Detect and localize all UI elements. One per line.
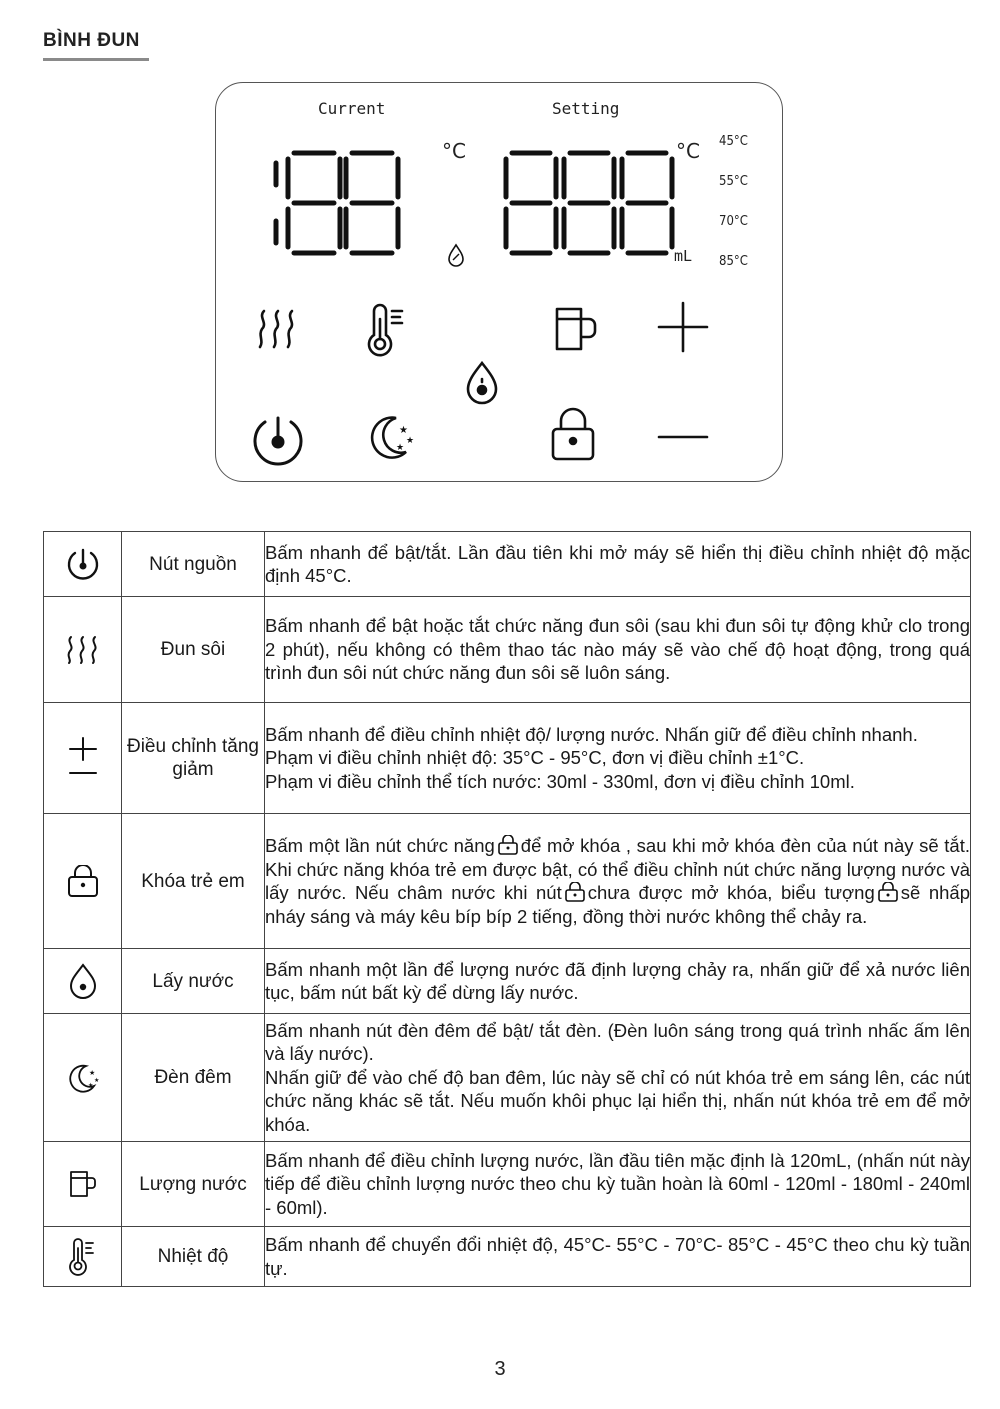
thermometer-icon — [369, 305, 402, 355]
temp-option-45: 45°C — [719, 134, 748, 149]
section-underline — [43, 58, 149, 61]
svg-text:★: ★ — [396, 443, 405, 453]
table-row — [44, 1142, 971, 1227]
temp-option-85: 85°C — [719, 254, 748, 269]
row-name: Lượng nước — [122, 1142, 265, 1227]
current-label: Current — [318, 99, 386, 118]
desc-part: để mở khóa , sau khi mở khóa đèn của nút này sẽ tắt. Khi chức năng khóa trẻ em được bật, có thể điều chỉnh nút chức năng lượng nước và lấy nước. Nếu châm nước khi nút — [265, 835, 970, 903]
row-description: Bấm nhanh để chuyển đổi nhiệt độ, 45°C- 55°C - 70°C- 85°C - 45°C theo chu kỳ tuần tự. — [265, 1227, 971, 1287]
svg-text:★: ★ — [93, 1076, 99, 1084]
setting-label: Setting — [552, 99, 620, 118]
lock-icon — [877, 882, 899, 902]
row-name: Nút nguồn — [122, 532, 265, 597]
row-name: Khóa trẻ em — [122, 814, 265, 949]
desc-line: Phạm vi điều chỉnh thể tích nước: 30ml - 330ml, đơn vị điều chỉnh 10ml. — [265, 770, 855, 792]
current-degree-unit: °C — [442, 139, 466, 163]
row-name: Nhiệt độ — [122, 1227, 265, 1287]
steam-icon — [260, 311, 292, 347]
svg-text:★: ★ — [88, 1068, 95, 1077]
small-drop-icon — [449, 245, 463, 266]
setting-degree-unit: °C — [676, 139, 700, 163]
row-description — [265, 1014, 971, 1142]
table-row — [44, 1014, 971, 1142]
temp-option-55: 55°C — [719, 174, 748, 189]
power-icon — [66, 547, 100, 581]
row-name: Đèn đêm — [122, 1014, 265, 1142]
lock-icon — [66, 865, 100, 897]
ml-unit: mL — [674, 247, 693, 265]
table-row — [44, 703, 971, 814]
section-title: BÌNH ĐUN — [43, 30, 140, 51]
control-panel-diagram — [215, 82, 783, 482]
row-description: Bấm nhanh để điều chỉnh lượng nước, lần đầu tiên mặc định là 120mL, (nhấn nút này tiếp để điều chỉnh lượng nước theo chu kỳ tuần hoàn là 60ml - 120ml - 180ml - 240ml - 60ml). — [265, 1142, 971, 1227]
mug-icon — [557, 309, 595, 349]
mug-icon — [68, 1169, 98, 1199]
table-row — [44, 814, 971, 949]
table-row — [44, 949, 971, 1014]
water-drop-icon — [468, 363, 496, 403]
desc-line: Nhấn giữ để vào chế độ ban đêm, lúc này sẽ chỉ có nút khóa trẻ em sáng lên, các nút chức năng khác sẽ tắt. Nếu muốn khôi phục lại hiển thị, nhấn nút khóa trẻ em để mở khóa. — [265, 1066, 970, 1135]
svg-text:★: ★ — [87, 1081, 93, 1089]
desc-part: sẽ nhấp nháy sáng và máy kêu bíp bíp 2 tiếng, đồng thời nước không thể chảy ra. — [265, 882, 970, 927]
temp-option-70: 70°C — [719, 214, 748, 229]
table-row — [44, 532, 971, 597]
setting-digit-display — [506, 153, 672, 253]
current-digit-display — [276, 153, 398, 253]
lock-icon — [497, 835, 519, 855]
desc-line: Bấm nhanh nút đèn đêm để bật/ tắt đèn. (Đèn luôn sáng trong quá trình nhấc ấm lên và lấy nước). — [265, 1019, 970, 1065]
row-name: Lấy nước — [122, 949, 265, 1014]
row-description: Bấm nhanh để bật hoặc tắt chức năng đun sôi (sau khi đun sôi tự động khử clo trong 2 phút), nếu không có thêm thao tác nào máy sẽ vào chế độ hoạt động, trong quá trình đun sôi nút chức năng đun sôi sẽ luôn sáng. — [265, 597, 971, 703]
moon-stars-icon — [66, 1062, 100, 1094]
plus-minus-icon — [68, 737, 98, 779]
power-icon — [255, 418, 301, 464]
desc-line: Bấm nhanh để điều chỉnh nhiệt độ/ lượng nước. Nhấn giữ để điều chỉnh nhanh. — [265, 723, 918, 745]
row-description — [265, 703, 971, 814]
desc-part: Bấm một lần nút chức năng — [265, 835, 495, 856]
lock-icon — [564, 882, 586, 902]
row-description: Bấm nhanh để bật/tắt. Lần đầu tiên khi mở máy sẽ hiển thị điều chỉnh nhiệt độ mặc định 45°C. — [265, 532, 971, 597]
plus-icon — [659, 303, 707, 351]
row-name: Điều chỉnh tăng giảm — [122, 703, 265, 814]
moon-stars-icon — [372, 418, 414, 458]
table-row — [44, 597, 971, 703]
svg-text:★: ★ — [406, 436, 415, 446]
page-number: 3 — [494, 1358, 506, 1380]
row-description: Bấm nhanh một lần để lượng nước đã định lượng chảy ra, nhấn giữ để xả nước liên tục, bấm nút bất kỳ để dừng lấy nước. — [265, 949, 971, 1014]
row-name: Đun sôi — [122, 597, 265, 703]
table-row — [44, 1227, 971, 1287]
desc-line: Phạm vi điều chỉnh nhiệt độ: 35°C - 95°C, đơn vị điều chỉnh ±1°C. — [265, 747, 805, 769]
row-description — [265, 814, 971, 949]
thermometer-icon — [69, 1238, 97, 1276]
steam-boil-icon — [65, 635, 101, 665]
water-drop-icon — [68, 963, 98, 999]
svg-text:★: ★ — [399, 425, 408, 436]
lock-icon — [553, 409, 593, 459]
function-table — [43, 531, 971, 1287]
desc-part: chưa được mở khóa, biểu tượng — [587, 882, 875, 903]
